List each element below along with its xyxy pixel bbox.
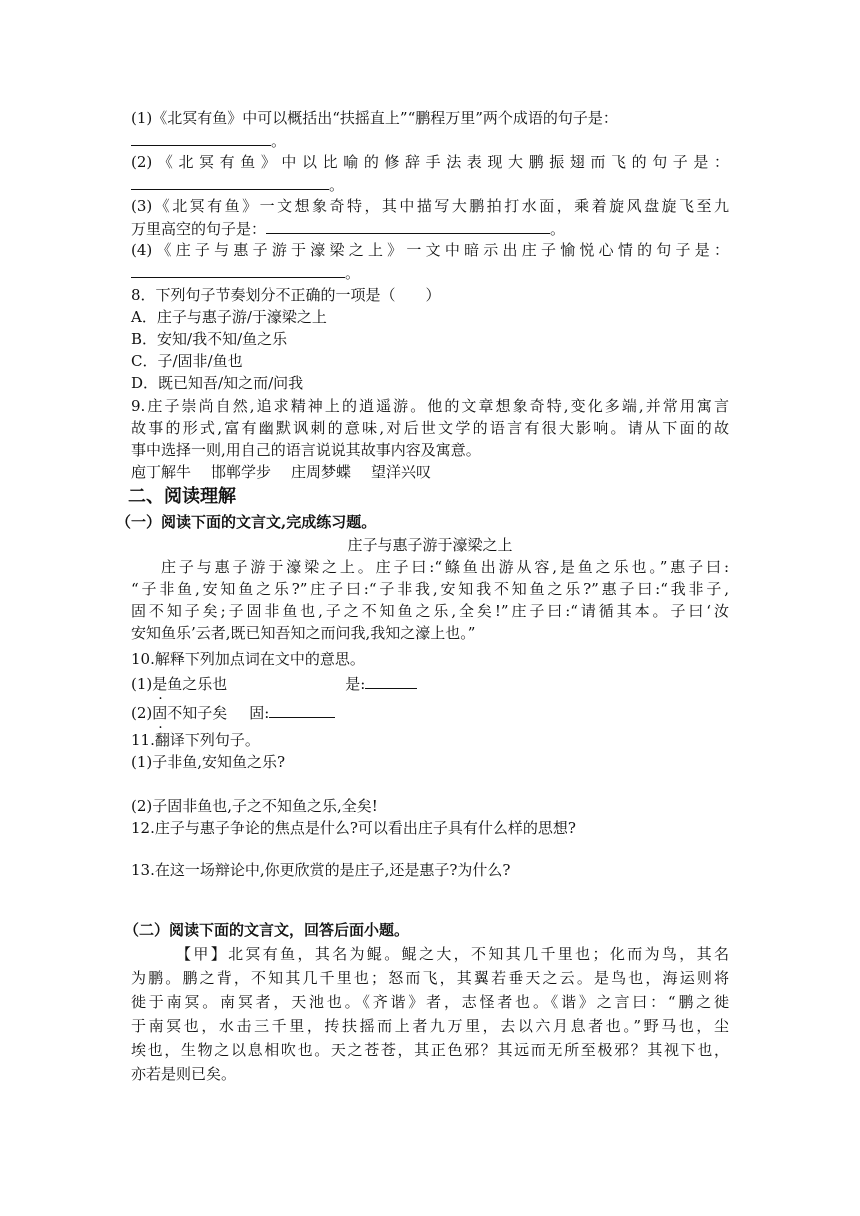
q8-option-d[interactable]: D．既已知吾/知之而/问我: [131, 374, 304, 392]
q7-item-1: (1)《北冥有鱼》中可以概括出“扶摇直上”“鹏程万里”两个成语的句子是：: [131, 109, 618, 127]
period: 。: [271, 132, 287, 150]
q8-stem: 8．下列句子节奏划分不正确的一项是（ ）: [131, 286, 441, 304]
dotted-word: 固: [152, 704, 168, 722]
item-text: 鱼之乐也: [167, 675, 228, 693]
passage-line: 安知鱼乐’云者,既已知吾知之而问我,我知之濠上也。”: [131, 624, 476, 642]
answer-blank[interactable]: [131, 129, 271, 146]
item-label: 固:: [249, 704, 270, 722]
item-number: (2): [131, 704, 153, 722]
idiom: 庄周梦蝶: [291, 463, 352, 481]
answer-blank[interactable]: [131, 261, 345, 278]
dotted-word: 是: [152, 675, 168, 693]
q11-item-2: (2)子固非鱼也,子之不知鱼之乐,全矣!: [131, 797, 378, 815]
q9-line-2: 故事的形式,富有幽默讽刺的意味,对后世文学的语言有很大影响。请从下面的故: [131, 419, 729, 437]
item-text: 不知子矣: [167, 704, 228, 722]
q7-item-1-answer-line: [131, 129, 729, 152]
answer-blank[interactable]: [269, 701, 335, 718]
passage2-line: 于南冥也，水击三千里，抟扶摇而上者九万里，去以六月息者也。”野马也，尘: [131, 1017, 729, 1035]
item-number: (1): [131, 675, 153, 693]
passage-line: “子非鱼,安知鱼之乐?”庄子曰:“子非我,安知我不知鱼之乐?”惠子曰:“我非子,: [131, 580, 729, 598]
answer-blank[interactable]: [365, 672, 417, 689]
q11-item-1: (1)子非鱼,安知鱼之乐?: [131, 753, 286, 771]
q11-stem: 11.翻译下列句子。: [131, 731, 260, 749]
q12: 12.庄子与惠子争论的焦点是什么?可以看出庄子具有什么样的思想?: [131, 819, 576, 837]
passage-title: 庄子与惠子游于濠梁之上: [347, 536, 513, 554]
q7-item-3-cont: [131, 217, 729, 240]
part-1-heading: （一）阅读下面的文言文,完成练习题。: [116, 513, 377, 531]
item-label: 是:: [345, 675, 366, 693]
q7-item-3: (3)《北冥有鱼》一文想象奇特，其中描写大鹏拍打水面，乘着旋风盘旋飞至九: [131, 197, 729, 215]
q10-stem: 10.解释下列加点词在文中的意思。: [131, 650, 365, 668]
passage-line: 固不知子矣;子固非鱼也,子之不知鱼之乐,全矣!”庄子曰:“请循其本。子曰‘汝: [131, 602, 729, 620]
passage-line: 庄子与惠子游于濠梁之上。庄子曰:“鲦鱼出游从容,是鱼之乐也。”惠子曰:: [161, 558, 729, 576]
idiom: 望洋兴叹: [371, 463, 432, 481]
passage2-line: 为鹏。鹏之背，不知其几千里也；怒而飞，其翼若垂天之云。是鸟也，海运则将: [131, 969, 729, 987]
q7-item-4: (4)《庄子与惠子游于濠梁之上》一文中暗示出庄子愉悦心情的句子是：: [131, 241, 729, 259]
q7-item-2-answer-line: [131, 173, 729, 196]
idiom: 庖丁解牛: [131, 463, 192, 481]
q8-option-c[interactable]: C．子/固非/鱼也: [131, 352, 243, 370]
q10-item-2: [131, 701, 729, 724]
q8-option-a[interactable]: A．庄子与惠子游/于濠梁之上: [131, 308, 327, 326]
q7-item-4-answer-line: [131, 261, 729, 284]
passage2-line: 埃也，生物之以息相吹也。天之苍苍，其正色邪？其远而无所至极邪？其视下也，: [131, 1041, 729, 1059]
section-heading: 二、阅读理解: [128, 486, 236, 507]
period: 。: [329, 176, 345, 194]
q9-line-3: 事中选择一则,用自己的语言说说其故事内容及寓意。: [131, 441, 481, 459]
passage2-line: 【甲】北冥有鱼，其名为鲲。鲲之大，不知其几千里也；化而为鸟，其名: [176, 945, 729, 963]
q10-item-1: [131, 672, 729, 695]
answer-blank[interactable]: [266, 217, 550, 234]
idiom: 邯郸学步: [211, 463, 272, 481]
q7-item-3-tail: 万里高空的句子是：: [131, 220, 267, 238]
q9-idioms: [131, 461, 729, 483]
passage2-line: 徙于南冥。南冥者，天池也。《齐谐》者，志怪者也。《谐》之言曰：“鹏之徙: [131, 993, 729, 1011]
q13: 13.在这一场辩论中,你更欣赏的是庄子,还是惠子?为什么?: [131, 861, 511, 879]
answer-blank[interactable]: [131, 173, 329, 190]
q9-line-1: 9.庄子崇尚自然,追求精神上的逍遥游。他的文章想象奇特,变化多端,并常用寓言: [131, 397, 729, 415]
part-2-heading: （二）阅读下面的文言文，回答后面小题。: [124, 921, 410, 939]
period: 。: [550, 220, 566, 238]
q7-item-2: (2)《北冥有鱼》中以比喻的修辞手法表现大鹏振翅而飞的句子是：: [131, 153, 729, 171]
q8-option-b[interactable]: B．安知/我不知/鱼之乐: [131, 330, 288, 348]
period: 。: [345, 264, 361, 282]
passage2-line: 亦若是则已矣。: [131, 1065, 237, 1083]
